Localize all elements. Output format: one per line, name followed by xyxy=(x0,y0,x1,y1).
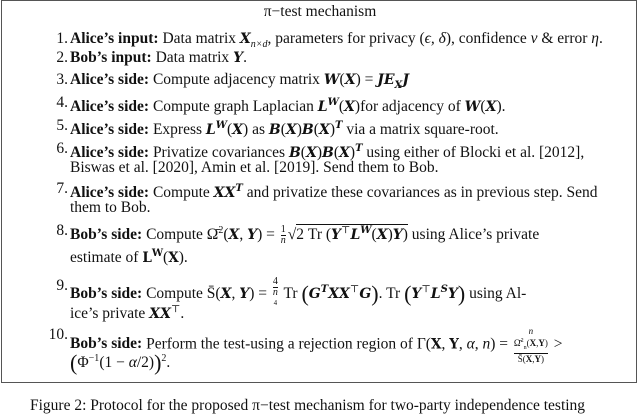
step-9: 9. Bob’s side: Compute S̄(X, Y) = 4 n $^4$ Tr $(G^TXX^⊤G)$. Tr $(Y^⊤L^SY)$ using Al- xyxy=(44,277,526,312)
step-label: Bob’s side: xyxy=(70,335,143,353)
step-9-cont: ice’s private XX⊤. xyxy=(70,304,185,323)
step-4: 4. Alice’s side: Compute graph Laplacian $L^W(X)for$ adjacency of W(X). xyxy=(56,94,506,116)
figure-title: π−test mechanism xyxy=(263,3,377,20)
step-5: 5. Alice’s side: Express $L^W(X)$ as $B(X)B(X)^T$ via a matrix square-root. xyxy=(56,117,499,139)
step-8: 8. Bob’s side: Compute Ω̄$^2$(X, Y) = $\frac{1}{n}$ √2 Tr $(Y^⊤L^W(X)Y)$ using Alice’s private xyxy=(56,222,540,247)
step-label: Alice’s side: xyxy=(70,184,150,202)
step-label: Bob’s input: xyxy=(70,49,152,66)
step-label: Bob’s side: xyxy=(70,285,143,303)
step-7-cont: them to Bob. xyxy=(70,199,151,216)
step-label: Bob’s side: xyxy=(70,226,143,244)
step-label: Alice’s side: xyxy=(70,121,150,139)
step-6-cont: Biswas et al. [2020], Amin et al. [2019]. Send them to Bob. xyxy=(70,159,439,176)
step-7: 7. Alice’s side: Compute $XX^T$ and privatize these covariances as in previous step. Send xyxy=(56,180,598,202)
step-2: 2. Bob’s input: Data matrix Y. xyxy=(56,49,247,66)
figure-caption: Figure 2: Protocol for the proposed π−test mechanism for two-party independence testing xyxy=(30,397,586,414)
step-10: 10. Bob’s side: Perform the test-using a rejection region of Γ(X, Y, α, n) = n Ω̄$^2_n$(X,Y) S̄(X,Y) > xyxy=(48,326,563,364)
step-6: 6. Alice’s side: Privatize covariances $B(X)B(X)^T$ using either of Blocki et al. [2012], xyxy=(56,140,585,162)
step-8-cont: estimate of $L^W(X)$. xyxy=(70,248,188,267)
step-label: Alice’s side: xyxy=(70,144,150,162)
step-10-cont: $(\Phi^{-1}(1 - \alpha/2))^2$. xyxy=(70,350,171,376)
step-label: Alice’s side: xyxy=(70,98,150,116)
step-1: 1. Alice’s input: Data matrix $X_{n\times d}$, parameters for privacy (ϵ, δ), confidence ν & error η. xyxy=(56,30,603,51)
step-label: Alice’s input: xyxy=(70,30,159,47)
step-label: Alice’s side: xyxy=(70,71,150,88)
step-3: 3. Alice’s side: Compute adjacency matrix $W(X) = JE_XJ$ xyxy=(56,71,409,92)
